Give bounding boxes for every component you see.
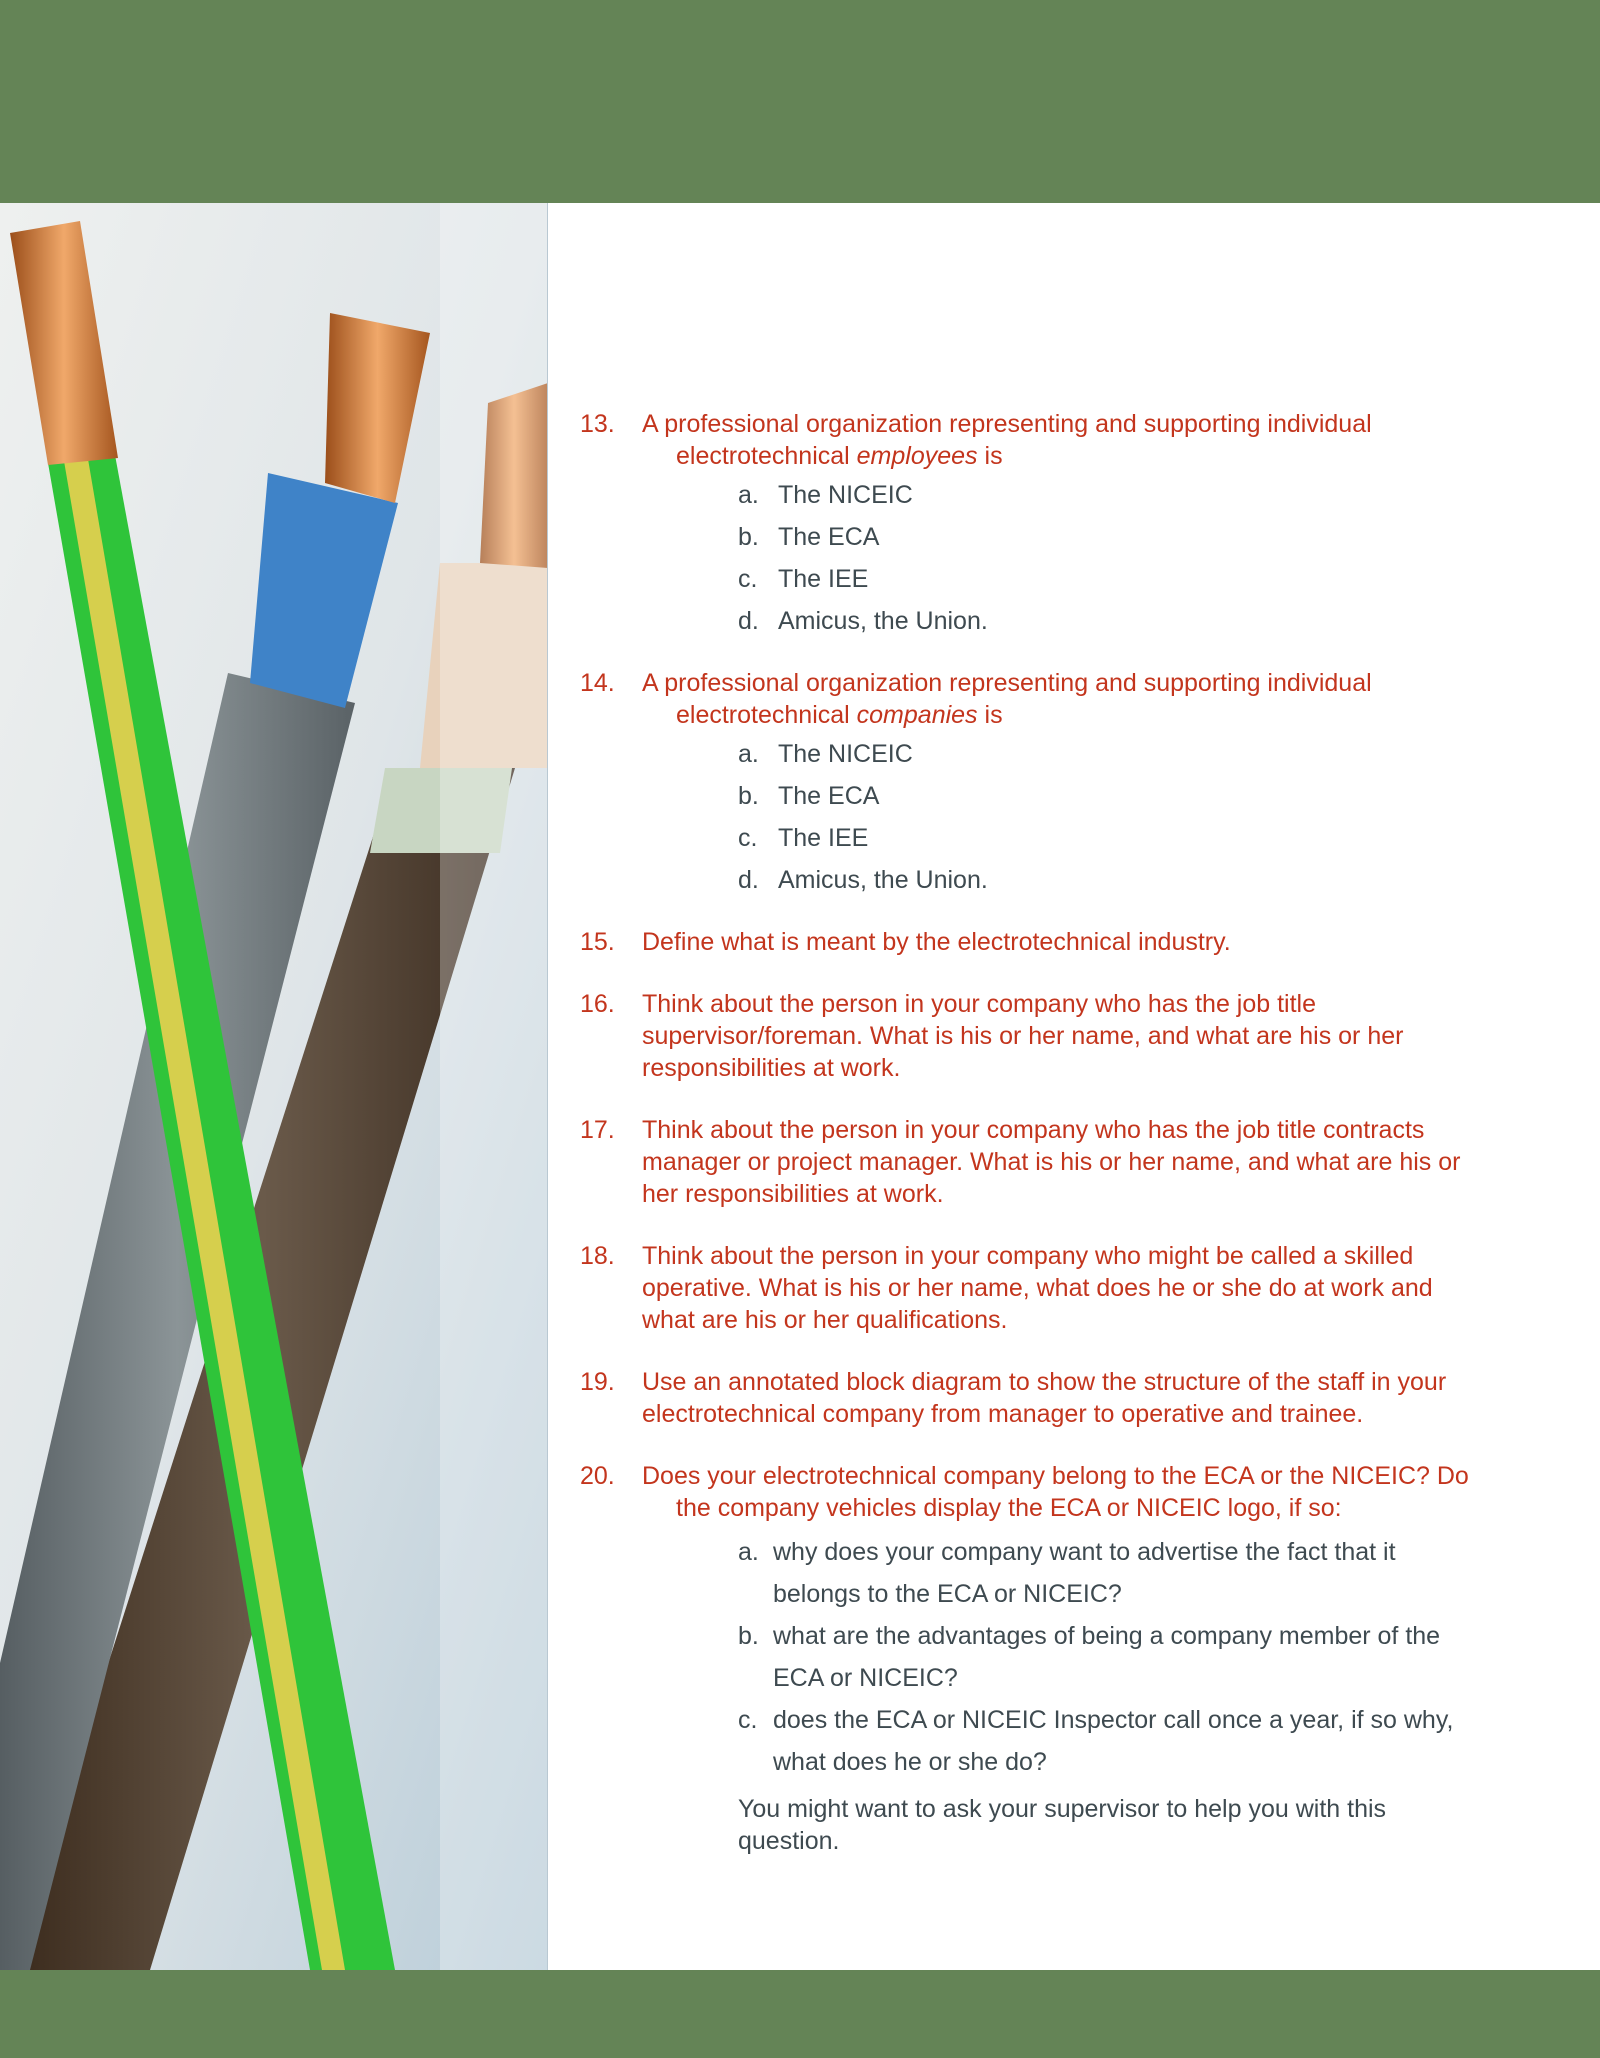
question-note: You might want to ask your supervisor to help you with this question. <box>738 1795 1387 1855</box>
question-18 <box>580 1240 1480 1336</box>
answer-option: c. The IEE <box>738 824 869 852</box>
answer-options <box>642 1531 1480 1783</box>
question-text: A professional organization representing and supporting individual electrotechnical companies is <box>642 669 1372 729</box>
answer-option: a. The NICEIC <box>738 740 913 768</box>
question-text: A professional organization representing and supporting individual electrotechnical employees is <box>642 410 1372 470</box>
question-number: 16. <box>580 990 615 1018</box>
question-number: 17. <box>580 1116 615 1144</box>
emphasis-text: companies <box>856 701 978 729</box>
question-text: Think about the person in your company who has the job title supervisor/foreman. What is his or her name, and what are his or her responsibilities at work. <box>642 990 1404 1082</box>
question-13 <box>580 408 1480 637</box>
answer-option: a. The NICEIC <box>738 481 913 509</box>
answer-option: d. Amicus, the Union. <box>738 607 988 635</box>
question-number: 19. <box>580 1368 615 1396</box>
question-text: Use an annotated block diagram to show the structure of the staff in your electrotechnical company from manager to operative and trainee. <box>642 1368 1447 1428</box>
question-number: 20. <box>580 1462 615 1490</box>
answer-option: b. what are the advantages of being a company member of the ECA or NICEIC? <box>738 1622 1441 1692</box>
emphasis-text: employees <box>856 442 978 470</box>
answer-options <box>642 738 1480 896</box>
question-list <box>580 408 1480 1887</box>
answer-option: c. does the ECA or NICEIC Inspector call once a year, if so why, what does he or she do? <box>738 1706 1454 1776</box>
question-text: Does your electrotechnical company belong to the ECA or the NICEIC? Do the company vehicles display the ECA or NICEIC logo, if so: <box>642 1462 1469 1522</box>
question-16 <box>580 988 1480 1084</box>
question-19 <box>580 1366 1480 1430</box>
question-text: Think about the person in your company who might be called a skilled operative. What is his or her name, what does he or she do at work and what are his or her qualifications. <box>642 1242 1433 1334</box>
answer-options <box>642 479 1480 637</box>
question-number: 18. <box>580 1242 615 1270</box>
answer-option: b. The ECA <box>738 523 880 551</box>
question-number: 15. <box>580 928 615 956</box>
answer-option: b. The ECA <box>738 782 880 810</box>
question-text: Think about the person in your company who has the job title contracts manager or project manager. What is his or her name, and what are his or her responsibilities at work. <box>642 1116 1461 1208</box>
electrical-cables-photo <box>0 203 548 1970</box>
bottom-color-band <box>0 1970 1600 2058</box>
answer-option: a. why does your company want to advertise the fact that it belongs to the ECA or NICEIC? <box>738 1538 1396 1608</box>
question-number: 14. <box>580 669 615 697</box>
question-text: Define what is meant by the electrotechnical industry. <box>642 928 1231 956</box>
question-17 <box>580 1114 1480 1210</box>
question-number: 13. <box>580 410 615 438</box>
photo-divider <box>547 203 548 1970</box>
answer-option: d. Amicus, the Union. <box>738 866 988 894</box>
question-15 <box>580 926 1480 958</box>
question-14 <box>580 667 1480 896</box>
answer-option: c. The IEE <box>738 565 869 593</box>
top-color-band <box>0 0 1600 203</box>
question-20 <box>580 1460 1480 1857</box>
